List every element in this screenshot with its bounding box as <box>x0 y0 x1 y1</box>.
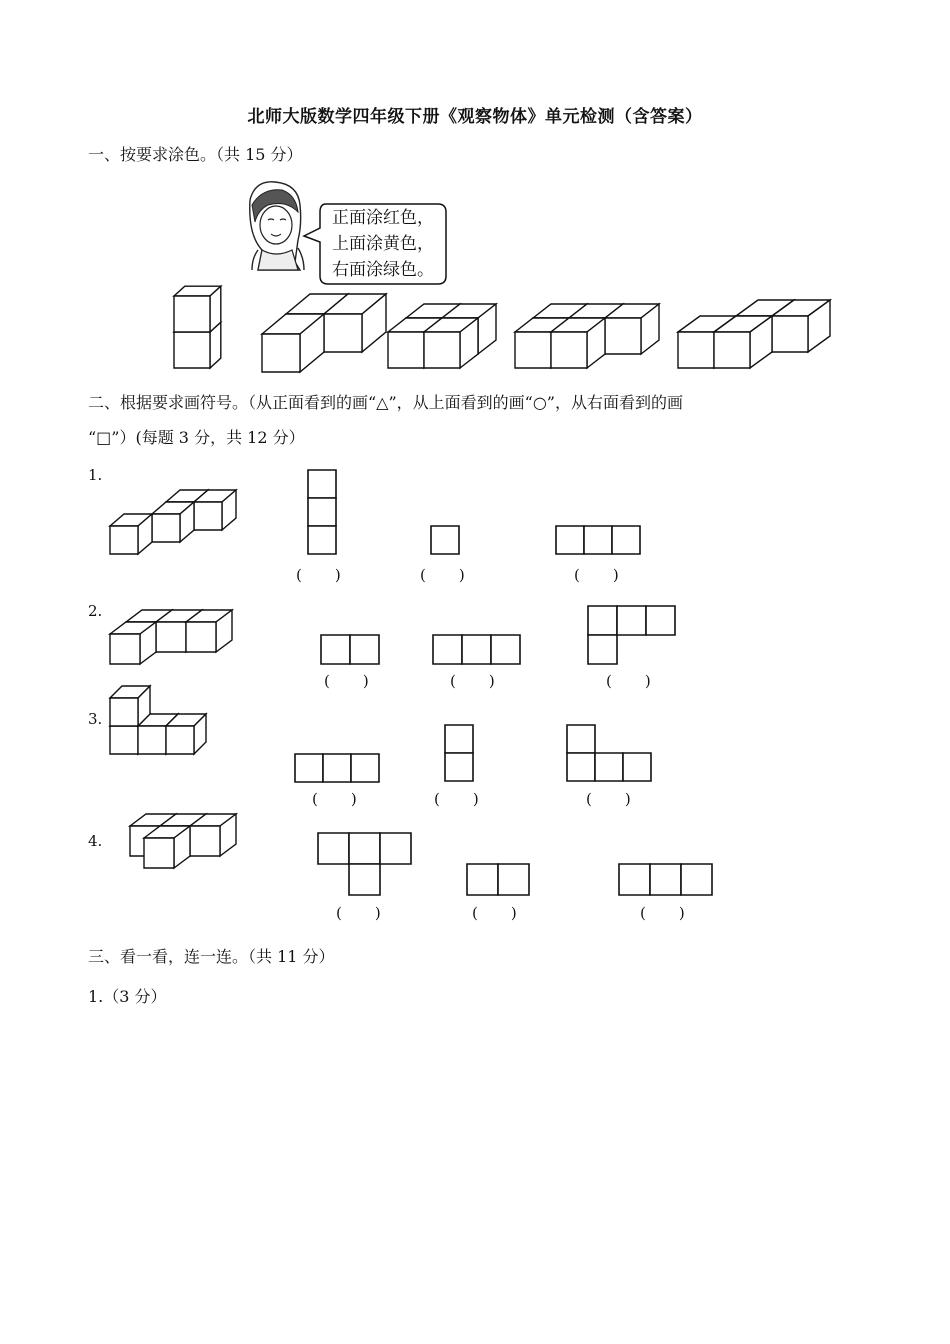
cube-front-face <box>194 502 222 530</box>
cube-front-face <box>174 296 210 332</box>
cube-front-face <box>772 316 808 352</box>
cube-front-face <box>424 332 460 368</box>
view-square <box>612 526 640 554</box>
question-number-3: 3. <box>88 710 103 728</box>
view-square <box>308 526 336 554</box>
view-square <box>588 606 617 635</box>
section-2-heading-line-1: 二、根据要求画符号。（从正面看到的画“△”，从上面看到的画“○”，从右面看到的画 <box>88 393 683 412</box>
question-number-1: 1. <box>88 466 103 484</box>
cube-front-face <box>138 726 166 754</box>
view-square <box>351 754 379 782</box>
view-square <box>650 864 681 895</box>
cube-front-face <box>190 826 220 856</box>
view-square <box>321 635 350 664</box>
view-square <box>588 635 617 664</box>
view-square <box>584 526 612 554</box>
view-square <box>349 833 380 864</box>
view-square <box>619 864 650 895</box>
speech-line-3: 右面涂绿色。 <box>332 260 434 280</box>
cube-front-face <box>174 332 210 368</box>
answer-blank[interactable]: ( ) <box>434 790 480 808</box>
section-3-heading: 三、看一看，连一连。（共 11 分） <box>88 947 335 966</box>
cube-front-face <box>605 318 641 354</box>
view-square <box>498 864 529 895</box>
view-square <box>308 498 336 526</box>
section-1-cube-figures <box>174 286 830 372</box>
answer-blank[interactable]: ( ) <box>450 672 496 690</box>
teacher-illustration <box>250 182 304 270</box>
view-square <box>433 635 462 664</box>
cube-front-face <box>156 622 186 652</box>
view-square <box>567 725 595 753</box>
view-square <box>491 635 520 664</box>
view-square <box>318 833 349 864</box>
view-square <box>323 754 351 782</box>
answer-blank[interactable]: ( ) <box>324 672 370 690</box>
view-square <box>462 635 491 664</box>
view-square <box>617 606 646 635</box>
cube-front-face <box>110 698 138 726</box>
view-square <box>623 753 651 781</box>
view-square <box>445 753 473 781</box>
view-square <box>350 635 379 664</box>
cube-front-face <box>110 726 138 754</box>
answer-blank[interactable]: ( ) <box>472 904 518 922</box>
view-square <box>445 725 473 753</box>
speech-line-1: 正面涂红色， <box>332 208 434 228</box>
cube-front-face <box>166 726 194 754</box>
answer-blank[interactable]: ( ) <box>312 790 358 808</box>
cube-front-face <box>714 332 750 368</box>
speech-line-2: 上面涂黄色， <box>332 234 434 254</box>
cube-front-face <box>186 622 216 652</box>
answer-blank[interactable]: ( ) <box>606 672 652 690</box>
view-square <box>295 754 323 782</box>
question-number-4: 4. <box>88 832 103 850</box>
cube-front-face <box>388 332 424 368</box>
question-number-2: 2. <box>88 602 103 620</box>
cube-front-face <box>551 332 587 368</box>
answer-blank[interactable]: ( ) <box>336 904 382 922</box>
view-square <box>308 470 336 498</box>
view-square <box>380 833 411 864</box>
cube-front-face <box>262 334 300 372</box>
view-square <box>556 526 584 554</box>
section-3-item-1: 1.（3 分） <box>88 987 167 1006</box>
view-square <box>431 526 459 554</box>
cube-front-face <box>152 514 180 542</box>
cube-front-face <box>110 634 140 664</box>
cube-front-face <box>144 838 174 868</box>
view-square <box>646 606 675 635</box>
view-square <box>349 864 380 895</box>
answer-blank[interactable]: ( ) <box>296 566 342 584</box>
view-square <box>595 753 623 781</box>
answer-blank[interactable]: ( ) <box>586 790 632 808</box>
view-square <box>467 864 498 895</box>
cube-front-face <box>110 526 138 554</box>
answer-blank[interactable]: ( ) <box>420 566 466 584</box>
section-1-heading: 一、按要求涂色。（共 15 分） <box>88 145 303 164</box>
view-square <box>681 864 712 895</box>
answer-blank[interactable]: ( ) <box>640 904 686 922</box>
cube-front-face <box>515 332 551 368</box>
section-2-heading-line-2: “□”）(每题 3 分，共 12 分） <box>88 428 305 447</box>
page-title: 北师大版数学四年级下册《观察物体》单元检测（含答案） <box>247 107 703 127</box>
cube-front-face <box>324 314 362 352</box>
view-square <box>567 753 595 781</box>
cube-front-face <box>678 332 714 368</box>
answer-blank[interactable]: ( ) <box>574 566 620 584</box>
